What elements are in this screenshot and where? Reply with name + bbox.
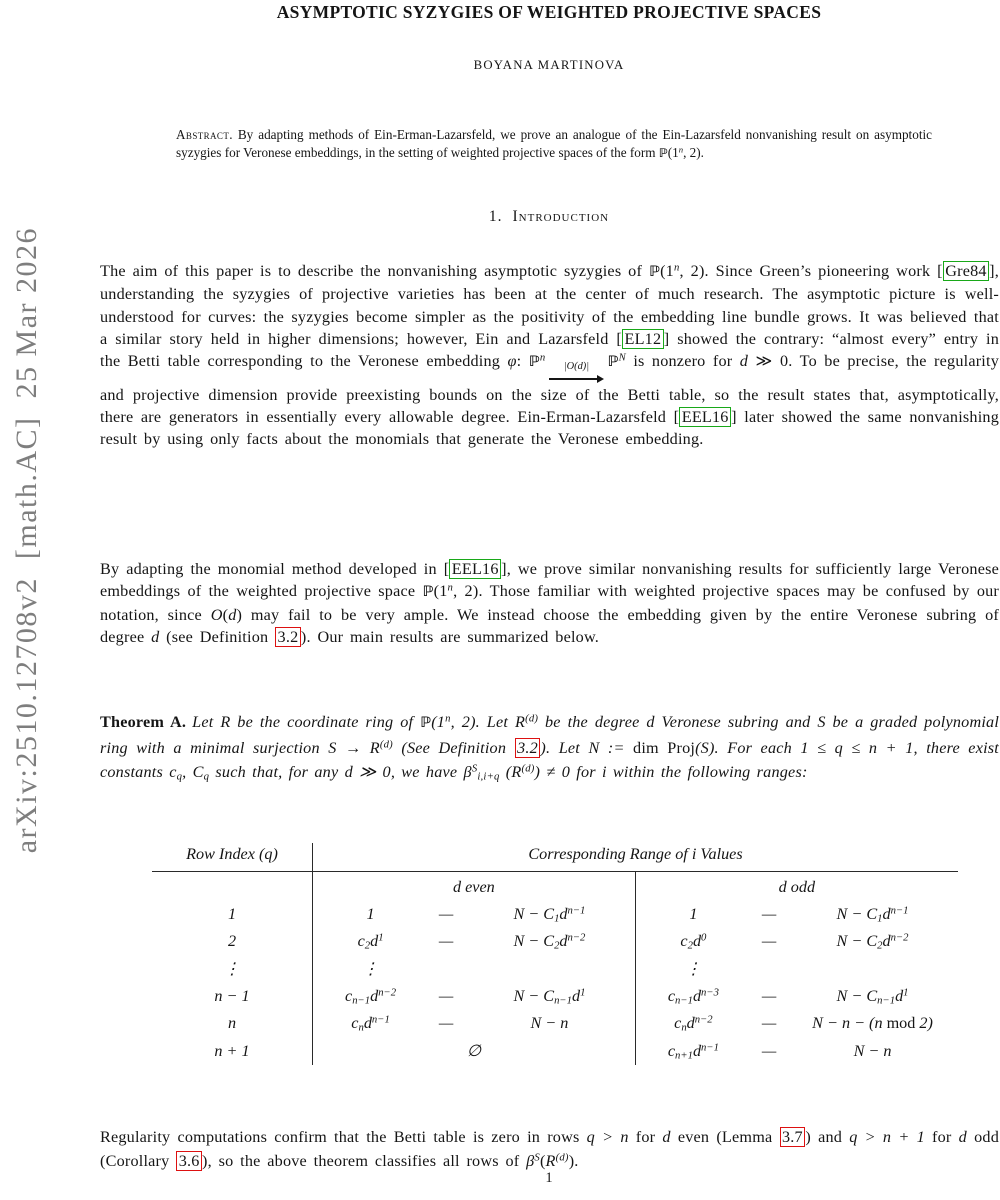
d-even-cell [313, 901, 636, 928]
text-segment: ( [539, 1151, 546, 1170]
range-upper [466, 932, 633, 951]
text-segment: d [895, 987, 904, 1005]
range-lower [315, 959, 426, 979]
text-segment: d [692, 932, 702, 950]
text-segment: ). Let N := [540, 738, 634, 757]
text-segment: ], understanding the syzygies of projective varieties has been at the center of much research. The asymptotic picture is well-understood for curves: the syzygies become simpler as the positivity of the embedding line bundle grows. It was believed that a similar story held in higher dimensions; however, Ein and Lazarsfeld [ [100, 262, 1000, 348]
range-lower [638, 1042, 749, 1061]
section-heading [100, 208, 998, 226]
text-segment: N − C [513, 905, 555, 923]
range-upper [466, 905, 633, 924]
text-segment: ⋮ [362, 960, 379, 978]
text-segment: ∅ [466, 1042, 481, 1060]
range [638, 959, 956, 979]
range-dash: — [438, 1014, 454, 1032]
table-subheader-row [152, 872, 958, 902]
theorem-table-body [152, 901, 958, 1065]
range-dash: — [761, 905, 777, 923]
text-segment: n [681, 1021, 687, 1034]
text-segment: q [203, 770, 210, 783]
text-segment: ℙ [648, 263, 661, 280]
text-segment: ⋮ [685, 960, 702, 978]
text-segment: 2) [915, 1014, 933, 1032]
text-segment: (S). For each 1 ≤ q ≤ n + 1, there exist constants c [100, 738, 999, 782]
text-segment: N − n − (n [812, 1014, 887, 1032]
text-segment: q [176, 770, 183, 783]
subheader-cell-empty [152, 872, 313, 902]
range-upper [466, 987, 633, 1006]
section-number: 1. [488, 208, 503, 225]
text-segment: d [370, 987, 379, 1005]
header-cell-range: Corresponding Range of i Values [313, 843, 959, 872]
text-segment: n+1 [675, 1049, 693, 1062]
range-dash: — [438, 905, 454, 923]
theorem-a-text [100, 713, 999, 781]
d-odd-cell [635, 1037, 958, 1065]
text-segment: be the degree d Veronese subring and S be a graded polynomial ring with a minimal surjection S → R [100, 713, 1000, 757]
theorem-table-wrap [152, 843, 958, 1065]
author-name: BOYANA MARTINOVA [473, 58, 625, 72]
text-segment: ℙ [658, 145, 668, 160]
text-segment: , 2). Let R [450, 713, 526, 731]
text-segment: d [559, 905, 568, 923]
text-segment: d [739, 352, 749, 371]
text-segment: such that, for any d ≫ 0, we have β [209, 763, 472, 782]
text-segment: S [471, 762, 478, 775]
table-row [152, 1037, 958, 1065]
range [638, 932, 956, 951]
text-segment: By adapting the monomial method developed in [ [100, 560, 450, 578]
text-segment: c [357, 932, 365, 950]
text-segment: n [445, 712, 451, 725]
reference-link-3.2[interactable]: 3.2 [515, 738, 541, 758]
text-segment: N − C [836, 905, 878, 923]
text-segment: N [618, 351, 626, 364]
text-segment: ], we prove similar nonvanishing results for sufficiently large Veronese embeddings of the weighted projective space [100, 560, 999, 601]
range [315, 959, 633, 979]
table-row [152, 928, 958, 955]
text-segment: , 2). Those familiar with weighted projective spaces may be confused by our notation, since [100, 582, 999, 624]
text-segment: 1 [366, 905, 375, 923]
citation-link-Gre84[interactable]: Gre84 [943, 261, 989, 281]
range-dash: — [761, 987, 777, 1005]
text-segment: ℙ [528, 353, 540, 371]
abstract-text [176, 127, 932, 160]
text-segment: (1 [660, 262, 674, 280]
table-row [152, 1010, 958, 1037]
range [315, 905, 633, 924]
text-segment: N − C [513, 987, 555, 1005]
d-even-cell [313, 928, 636, 955]
range [638, 1014, 956, 1033]
header-cell-row-index: Row Index (q) [152, 843, 313, 872]
range [315, 1014, 633, 1033]
text-segment: d [692, 987, 702, 1005]
paper-title: ASYMPTOTIC SYZYGIES OF WEIGHTED PROJECTIVE SPACES [276, 2, 822, 22]
range-dash: — [761, 1041, 777, 1060]
d-even-cell [313, 983, 636, 1010]
range [315, 932, 633, 951]
text-segment: ℙ [422, 583, 434, 601]
range-upper [789, 905, 956, 924]
right-arrow-icon [549, 375, 603, 384]
text-segment: (See Definition [392, 738, 515, 757]
text-segment: ( [222, 605, 229, 624]
range-lower [315, 1014, 426, 1033]
text-segment: , 2). [683, 144, 704, 160]
text-segment: : [516, 352, 529, 371]
text-segment: n−3 [701, 986, 719, 999]
text-segment: (1 [433, 582, 448, 601]
citation-link-EEL16[interactable]: EEL16 [449, 559, 501, 579]
text-segment: Let R be the coordinate ring of [192, 713, 421, 731]
range-lower [638, 905, 749, 924]
text-segment: ). [568, 1151, 579, 1170]
row-index-cell [152, 955, 313, 983]
text-segment: ) ≠ 0 for i within the following ranges: [534, 763, 808, 782]
text-segment: , C [182, 763, 204, 782]
range-lower [638, 932, 749, 951]
range-upper [466, 1014, 633, 1033]
range-upper [789, 987, 956, 1006]
text-segment: 1 [877, 912, 883, 925]
range-dash: — [438, 932, 454, 950]
citation-link-EL12[interactable]: EL12 [622, 329, 664, 349]
d-odd-cell [635, 983, 958, 1010]
d-even-cell [313, 1037, 636, 1065]
paragraph-closing [100, 1126, 999, 1173]
text-segment: N − C [836, 987, 878, 1005]
range-upper [789, 1014, 956, 1033]
text-segment: n [678, 144, 684, 155]
range-lower [638, 959, 749, 979]
row-index-cell [152, 1037, 313, 1065]
range [638, 1042, 956, 1061]
text-segment: n [447, 581, 454, 594]
text-segment: ℙ [420, 714, 432, 731]
labeled-arrow [549, 362, 603, 383]
text-segment: d [882, 932, 891, 950]
text-segment: d [228, 605, 237, 624]
d-odd-cell [635, 901, 958, 928]
d-odd-cell [635, 1010, 958, 1037]
range-upper [789, 1042, 956, 1061]
text-segment: N − n [853, 1041, 892, 1060]
text-segment: is nonzero for [625, 352, 740, 371]
text-segment: 2 [877, 939, 883, 952]
text-segment: n−2 [567, 931, 586, 944]
d-odd-cell [635, 928, 958, 955]
text-segment: for [628, 1128, 663, 1146]
text-segment: (1 [431, 713, 446, 731]
range-center [315, 1041, 633, 1061]
text-segment: c [674, 1014, 682, 1032]
text-segment: (d) [525, 712, 539, 725]
text-segment: 1 [378, 931, 384, 944]
text-segment: d [686, 1014, 695, 1032]
abstract-label: Abstract. [176, 127, 233, 142]
text-segment: 2 [687, 939, 693, 952]
text-segment: q > n [586, 1128, 629, 1146]
text-segment: dim Proj [633, 738, 696, 757]
paragraph-intro-2 [100, 558, 999, 648]
text-segment: ] later showed the same nonvanishing result by using only facts about the monomials that generate the Veronese embedding. [100, 408, 999, 449]
text-segment: (see Definition [159, 627, 276, 646]
text-segment: n−1 [567, 904, 586, 917]
text-segment: β [526, 1151, 535, 1170]
text-segment: n−2 [694, 1013, 713, 1026]
text-segment: N − C [836, 932, 878, 950]
row-index-cell [152, 928, 313, 955]
text-segment: n [227, 1014, 237, 1032]
section-title: Introduction [512, 208, 610, 225]
range-lower [638, 987, 749, 1006]
text-segment: n [358, 1021, 364, 1034]
text-segment: d [958, 1128, 967, 1146]
text-segment: may fail to be very ample. We instead choose the embedding given by the entire Veronese subring of degree [100, 605, 999, 646]
text-segment: 1 [554, 912, 560, 925]
reference-link-3.7[interactable]: 3.7 [780, 1127, 806, 1147]
text-segment: n−1 [890, 904, 909, 917]
text-segment: Regularity computations confirm that the Betti table is zero in rows [100, 1128, 587, 1146]
d-even-cell [313, 955, 636, 983]
arrow-label: |O(d)| [563, 361, 590, 373]
text-segment: φ [507, 352, 517, 371]
table-row [152, 955, 958, 983]
text-segment: (d) [521, 762, 535, 775]
text-segment: 2 [364, 939, 371, 952]
citation-link-EEL16[interactable]: EEL16 [679, 407, 731, 427]
text-segment: d [692, 1041, 702, 1060]
text-segment: d [882, 905, 891, 923]
text-segment: c [667, 987, 676, 1005]
text-segment: (d) [379, 738, 393, 751]
text-segment: d [571, 987, 581, 1005]
text-segment: ). Our main results are summarized below. [300, 627, 600, 646]
range [315, 987, 633, 1006]
text-segment: c [351, 1014, 359, 1032]
text-segment: even (Lemma [670, 1128, 780, 1146]
text-segment: d [559, 932, 568, 950]
text-segment: 0 [701, 931, 707, 944]
text-segment: The aim of this paper is to describe the nonvanishing asymptotic syzygies of [100, 262, 649, 280]
text-segment: n−1 [371, 1013, 390, 1026]
range-lower [638, 1014, 749, 1033]
theorem-table-head [152, 843, 958, 901]
text-segment: c [345, 987, 353, 1005]
text-segment: By adapting methods of Ein-Erman-Lazarsfeld, we prove an analogue of the Ein-Lazarsfeld nonvanishing result on asymptotic syzygies for Veronese embeddings, in the setting of weighted projective spaces of the form [176, 127, 932, 160]
text-segment: 2 [554, 939, 560, 952]
text-segment: 2 [227, 932, 237, 950]
table-row [152, 901, 958, 928]
paragraph-intro-1 [100, 260, 999, 451]
range [638, 905, 956, 924]
text-segment: n + 1 [214, 1041, 250, 1060]
text-segment: n [539, 351, 546, 364]
subheader-cell-d-odd: d odd [778, 878, 816, 896]
text-segment: n−1 [675, 994, 693, 1007]
text-segment: 1 [689, 905, 698, 923]
text-segment: 1 [580, 986, 586, 999]
subheader-cell-d-even: d even [313, 872, 636, 902]
text-segment: , 2). Since Green’s pioneering work [ [679, 262, 943, 280]
row-index-cell [152, 901, 313, 928]
reference-link-3.6[interactable]: 3.6 [176, 1151, 202, 1171]
table-row [152, 983, 958, 1010]
text-segment: for [924, 1128, 959, 1146]
text-segment: n − 1 [214, 987, 250, 1005]
text-segment: ≫ 0. To be precise, the regularity and projective dimension provide preexisting bounds on the size of the Betti table, so the result states that, asymptotically, there are generators in essentially every allowable degree. Ein-Erman-Lazarsfeld [ [100, 352, 999, 427]
range-dash: — [438, 987, 454, 1005]
text-segment: 1 [903, 986, 909, 999]
range-lower [315, 987, 426, 1006]
range-dash: — [761, 932, 777, 950]
text-segment: n−2 [378, 986, 397, 999]
arxiv-stamp: arXiv:2510.12708v2 [math.AC] 25 Mar 2026 [10, 226, 43, 854]
text-segment: (d) [555, 1151, 569, 1164]
text-segment: d [662, 1128, 671, 1146]
text-segment: i,i+q [477, 770, 500, 783]
range-lower [315, 905, 426, 924]
text-segment: c [667, 1041, 676, 1060]
text-segment: ] showed the contrary: “almost every” entry in the Betti table corresponding to the Veronese embedding [100, 329, 999, 371]
text-segment: n−2 [890, 931, 909, 944]
range [638, 987, 956, 1006]
text-segment: n−1 [554, 994, 572, 1007]
text-segment: ), so the above theorem classifies all rows of [202, 1151, 527, 1170]
arxiv-stamp-container [4, 165, 50, 915]
theorem-a-block [100, 710, 999, 785]
d-even-cell [313, 1010, 636, 1037]
text-segment: R [545, 1151, 556, 1170]
text-segment: O [210, 605, 223, 624]
text-segment: ℙ [607, 353, 619, 371]
text-segment: ⋮ [223, 960, 241, 978]
text-segment: (R [499, 763, 522, 782]
text-segment: S [534, 1151, 540, 1164]
range-lower [315, 932, 426, 951]
range-dash: — [761, 1014, 777, 1032]
page-number: 1 [545, 1170, 553, 1186]
text-segment: n [673, 261, 680, 274]
text-segment: d [370, 932, 379, 950]
text-segment: n−1 [701, 1041, 719, 1054]
text-segment: c [680, 932, 688, 950]
range-upper [789, 932, 956, 951]
d-odd-cell [635, 955, 958, 983]
row-index-cell [152, 983, 313, 1010]
theorem-table [152, 843, 958, 1065]
text-segment: d [151, 627, 160, 646]
text-segment: n−1 [352, 994, 371, 1007]
text-segment: mod [886, 1014, 916, 1032]
text-segment: N − n [530, 1014, 569, 1032]
text-segment: odd (Corollary [100, 1128, 999, 1170]
theorem-a-label: Theorem A. [100, 713, 187, 731]
abstract-block [176, 126, 932, 163]
text-segment: N − C [513, 932, 555, 950]
text-segment: (1 [667, 144, 679, 160]
text-segment: 1 [227, 905, 237, 923]
table-header-row [152, 843, 958, 872]
reference-link-3.2[interactable]: 3.2 [275, 627, 301, 647]
text-segment: n−1 [877, 994, 896, 1007]
text-segment: ) and [805, 1128, 850, 1146]
row-index-cell [152, 1010, 313, 1037]
text-segment: q > n + 1 [849, 1128, 925, 1146]
text-segment: ) [236, 605, 243, 624]
text-segment: d [363, 1014, 372, 1032]
